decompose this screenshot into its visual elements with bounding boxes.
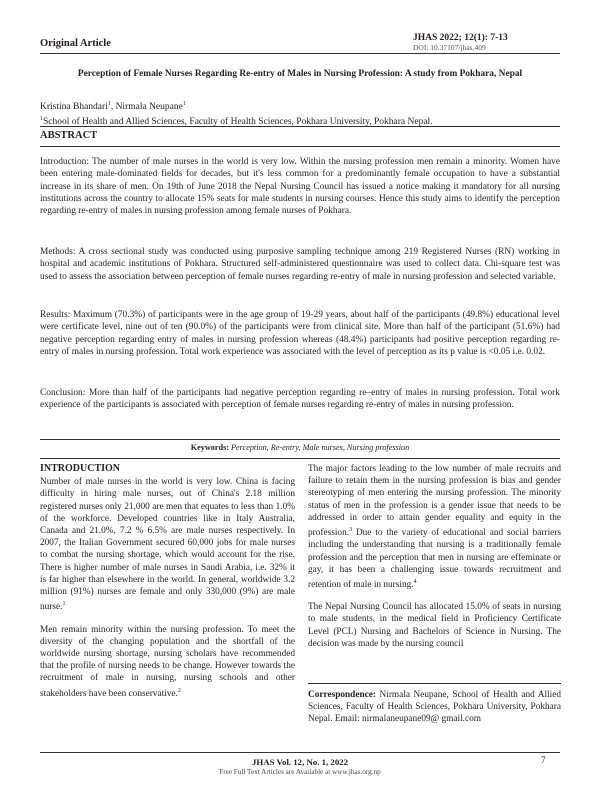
keywords [40,440,560,456]
keywords-terms: Perception, Re-entry, Male nurses, Nursing profession [231,443,410,452]
correspondence-box [308,683,561,726]
body-paragraph: Number of male nurses in the world is very low. China is facing difficulty in hiring male nurses, out of China's 2.18 million registered nurses only 21,000 are men that equates to less than 1.0% of the workforce. Developed countries like in Italy Australia, Canada and 21.0%, 7.2 % 6.5% are male nurses respectively. In 2007, the Italian Government secured 60,000 jobs for male nurses to combat the nursing shortage, which would account for the rise. There is higher number of male nurses in Saudi Arabia, i.e. 32% it is far higher than elsewhere in the world. In general, worldwide 3.2 million (91%) nurses are female and only 330,000 (9%) are male nurse.$^1$ [40,477,295,613]
right-column [308,463,561,660]
header-rule [40,53,560,54]
abstract-introduction: Introduction: The number of male nurses in the world is very low. Within the nursing profession men remain a minority. Women have been entering male-dominated fields for decades, but it's less common for a predominantly female occupation to have a substantial increase in its share of men. On 19th of June 2018 the Nepal Nursing Council has issued a notice making it mandatory for all nursing institutions across the country to allocate 15% seats for male students in nursing courses. Hence this study aims to identify the perception regarding re-entry of males in nursing profession among female nurses of Pokhara. [40,157,560,217]
footer-access[interactable]: Free Full Text Articles are Available at www.jhas.org.np [219,768,381,776]
keywords-bottom-rule [40,458,560,459]
footer-rule [40,752,560,753]
author-name: Kristina Bhandari [40,102,108,113]
article-title: Perception of Female Nurses Regarding Re-entry of Males in Nursing Profession: A study from Pokhara, Nepal [77,69,523,79]
author-list: Kristina Bhandari$^1$, Nirmala Neupane$^1$ [40,101,186,113]
body-paragraph: The major factors leading to the low number of male recruits and failure to retain them in the nursing profession is bias and gender stereotyping of men entering the nursing profession. The minority status of men in the profession is a gender issue that needs to be addressed in order to attain gender equality and equity in the profession.$^3$ Due to the variety of educational and social barriers including the understanding that nursing is a traditionally female profession and the perception that men in nursing are effeminate or gay, it has been a challenging issue towards recruitment and retention of male in nursing.$^4$ [308,464,561,591]
abstract-conclusion: Conclusion: More than half of the participants had negative perception regarding re–entry of males in nursing profession. Total work experience of the participants is associated with perception of female nurses regarding re-entry of males in nursing profession. [40,388,560,411]
page-number: 7 [541,755,546,765]
journal-citation: JHAS 2022; 12(1): 7-13 [413,33,508,43]
author-name: Nirmala Neupane [115,102,183,113]
journal-reference [413,33,508,53]
doi[interactable]: DOI: 10.37107/jhas.409 [413,43,486,52]
left-column [40,463,295,710]
article-type: Original Article [40,38,111,49]
introduction-heading: INTRODUCTION [40,463,121,474]
abstract-heading-rule [40,146,560,147]
body-paragraph: Men remain minority within the nursing profession. To meet the diversity of the changing population and the shortfall of the worldwide nursing shortage, nursing scholars have recommended that the profile of nursing needs to be change. However towards the recruitment of male in nursing, nursing schools and other stakeholders have been conservative.$^2$ [40,624,295,699]
abstract-heading: ABSTRACT [40,130,98,141]
authors-block [40,98,560,128]
abstract-top-rule [40,126,560,127]
affiliation: $^1$School of Health and Allied Sciences, Faculty of Health Sciences, Pokhara University, Pokhara Nepal. [40,116,433,128]
footer-volume: JHAS Vol. 12, No. 1, 2022 [251,757,349,767]
correspondence-label: Correspondence: [308,690,376,700]
correspondence-text: Nirmala Neupane, School of Health and Allied Sciences, Faculty of Health Sciences, Pokhara University, Pokhara Nepal. Email: nirmalaneupane09@ gmail.com [308,690,561,725]
body-paragraph: The Nepal Nursing Council has allocated 15.0% of seats in nursing to male students, in the medical field in Proficiency Certificate Level (PCL) Nursing and Bachelors of Science in Nursing. The decision was made by the nursing council [308,602,561,649]
keywords-label: Keywords: [190,443,232,452]
abstract-results: Results: Maximum (70.3%) of participants were in the age group of 19-29 years, about half of the participants (49.8%) educational level were certificate level, nine out of ten (90.0%) of the participants were from clinical site. More than half of the participant (51.6%) had negative perception regarding entry of males in nursing profession whereas (48.4%) participants had positive perception regarding re-entry of males in nursing profession. Total work experience was associated with the level of perception as its p value is <0.05 i.e. 0.02. [40,310,560,357]
abstract-methods: Methods: A cross sectional study was conducted using purposive sampling technique among 219 Registered Nurses (RN) working in hospital and academic institutions of Pokhara. Structured self-administered questionnaire was used to collect data. Chi-square test was used to assess the association between perception of female nurses regarding re-entry of male in nursing profession and selected variable. [40,247,560,282]
